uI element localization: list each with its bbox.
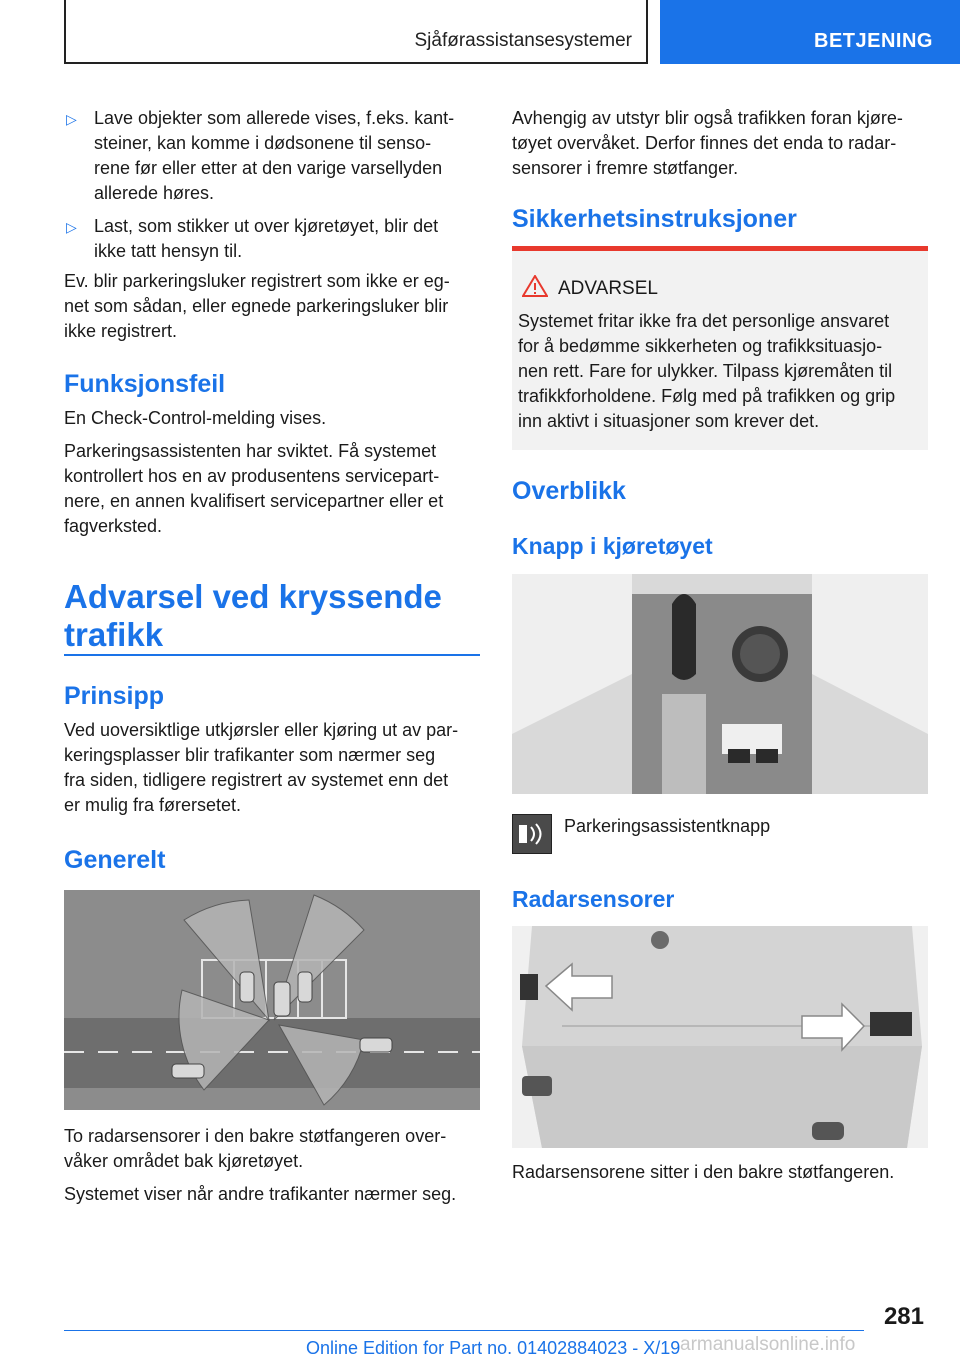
warning-triangle-icon bbox=[522, 275, 548, 297]
header-chapter-tab bbox=[660, 0, 960, 64]
paragraph: Ved uoversiktlige utkjørsler eller kjøring ut av par- keringsplasser blir trafikanter som nærmer seg fra siden, tidligere registrert av systemet enn det er mulig fra førersetet. bbox=[64, 720, 459, 815]
warning-text: Systemet fritar ikke fra det personlige ansvaret for å bedømme sikkerheten og trafikksituasjo- nen rett. Fare for ulykker. Tilpass kjøremåten til trafikkforholdene. Følg med på trafikken og grip inn aktivt i situasjoner som krever det. bbox=[518, 311, 896, 431]
bullet-text: Last, som stikker ut over kjøretøyet, blir det ikke tatt hensyn til. bbox=[94, 216, 439, 261]
button-caption: Parkeringsassistentknapp bbox=[564, 816, 771, 836]
paragraph: Systemet viser når andre trafikanter nærmer seg. bbox=[64, 1184, 457, 1204]
paragraph: Parkeringsassistenten har sviktet. Få systemet kontrollert hos en av produsentens servicepart- nere, en annen kvalifisert servicepartner eller et fagverksted. bbox=[64, 441, 444, 536]
center-console-photo bbox=[512, 574, 928, 794]
heading-main-title: Advarsel ved kryssende trafikk bbox=[64, 578, 442, 653]
triangle-bullet-icon: ▷ bbox=[66, 111, 77, 127]
page-number: 281 bbox=[883, 1303, 924, 1330]
cross-traffic-illustration bbox=[64, 890, 480, 1110]
heading-sikkerhet: Sikkerhetsinstruksjoner bbox=[512, 205, 797, 233]
header-section-title: Sjåførassistansesystemer bbox=[414, 30, 632, 51]
heading-prinsipp: Prinsipp bbox=[64, 682, 165, 710]
heading-knapp: Knapp i kjøretøyet bbox=[512, 533, 713, 559]
paragraph: En Check-Control-melding vises. bbox=[64, 408, 327, 428]
paragraph: Ev. blir parkeringsluker registrert som ikke er eg- net som sådan, eller egnede parkeringsluker blir ikke registrert. bbox=[64, 271, 450, 341]
paragraph: Avhengig av utstyr blir også trafikken foran kjøre- tøyet overvåket. Derfor finnes det enda to radar- sensorer i fremre støtfanger. bbox=[512, 108, 903, 178]
heading-funksjonsfeil: Funksjonsfeil bbox=[64, 370, 226, 398]
warning-box bbox=[512, 246, 928, 450]
rear-bumper-photo bbox=[512, 926, 928, 1148]
triangle-bullet-icon: ▷ bbox=[66, 219, 77, 235]
paragraph: Radarsensorene sitter i den bakre støtfangeren. bbox=[512, 1162, 895, 1182]
heading-generelt: Generelt bbox=[64, 846, 166, 874]
heading-radar: Radarsensorer bbox=[512, 886, 675, 912]
bullet-text: Lave objekter som allerede vises, f.eks. kant- steiner, kan komme i dødsonene til senso- rene før eller etter at den varige varsellyden allerede høres. bbox=[94, 108, 455, 203]
footer-rule bbox=[64, 1330, 864, 1331]
footer-watermark: armanualsonline.info bbox=[680, 1334, 856, 1355]
heading-rule bbox=[64, 654, 480, 656]
heading-overblikk: Overblikk bbox=[512, 477, 626, 505]
paragraph: To radarsensorer i den bakre støtfangeren over- våker området bak kjøretøyet. bbox=[64, 1126, 447, 1171]
footer-edition: Online Edition for Part no. 01402884023 - X/19 bbox=[306, 1338, 681, 1358]
header-section-box bbox=[64, 0, 648, 64]
park-assist-button-icon bbox=[512, 814, 552, 854]
header-chapter-title: BETJENING bbox=[814, 30, 933, 52]
warning-title: ADVARSEL bbox=[558, 278, 658, 299]
